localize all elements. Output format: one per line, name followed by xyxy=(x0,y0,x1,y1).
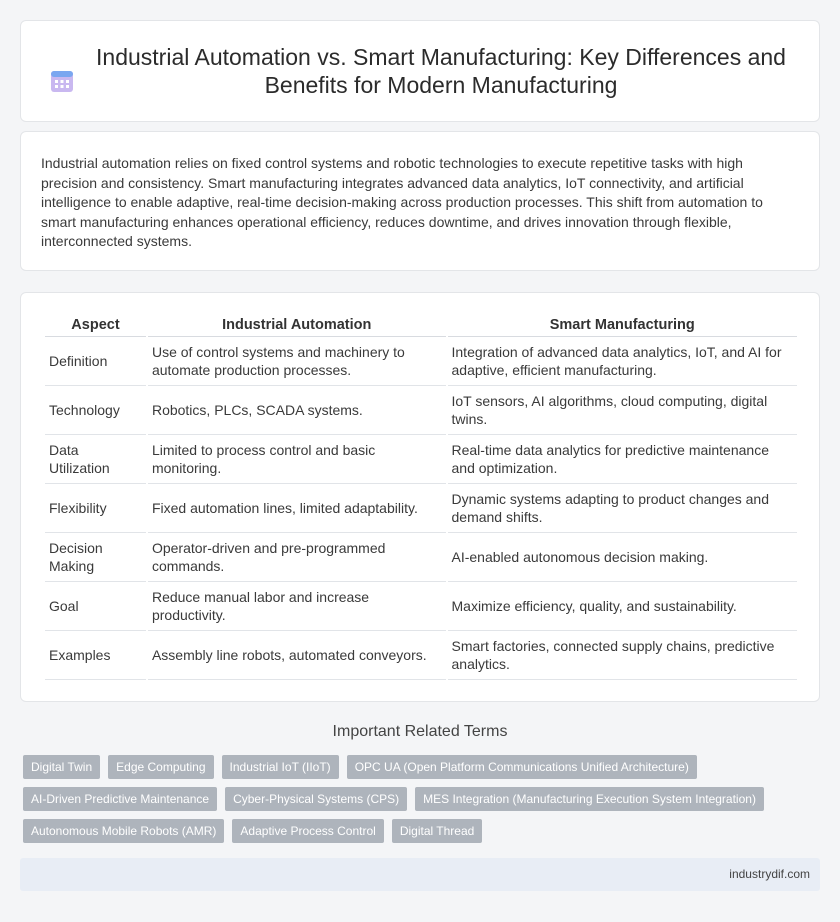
related-terms-title: Important Related Terms xyxy=(332,723,508,740)
industrial-automation-cell: Fixed automation lines, limited adaptability. xyxy=(148,484,446,533)
header-smart-manufacturing: Smart Manufacturing xyxy=(448,313,798,337)
footer-site-link[interactable]: industrydif.com xyxy=(729,867,810,881)
aspect-cell: Flexibility xyxy=(45,484,146,533)
tag-autonomous-mobile-robots[interactable]: Autonomous Mobile Robots (AMR) xyxy=(23,819,224,843)
tag-adaptive-process-control[interactable]: Adaptive Process Control xyxy=(232,819,383,843)
table-row xyxy=(45,386,797,435)
smart-manufacturing-cell: IoT sensors, AI algorithms, cloud computing, digital twins. xyxy=(448,386,798,435)
tag-ai-predictive-maintenance[interactable]: AI-Driven Predictive Maintenance xyxy=(23,787,217,811)
smart-manufacturing-cell: Dynamic systems adapting to product changes and demand shifts. xyxy=(448,484,798,533)
industrial-automation-cell: Robotics, PLCs, SCADA systems. xyxy=(148,386,446,435)
industrial-automation-cell: Assembly line robots, automated conveyors. xyxy=(148,631,446,680)
aspect-cell: Technology xyxy=(45,386,146,435)
smart-manufacturing-cell: Real-time data analytics for predictive maintenance and optimization. xyxy=(448,435,798,484)
smart-manufacturing-cell: AI-enabled autonomous decision making. xyxy=(448,533,798,582)
page-title: Industrial Automation vs. Smart Manufacturing: Key Differences and Benefits for Modern Manufacturing xyxy=(96,44,786,98)
comparison-card xyxy=(20,292,820,702)
tag-cyber-physical-systems[interactable]: Cyber-Physical Systems (CPS) xyxy=(225,787,407,811)
smart-manufacturing-cell: Smart factories, connected supply chains, predictive analytics. xyxy=(448,631,798,680)
table-row xyxy=(45,337,797,386)
table-row xyxy=(45,484,797,533)
aspect-cell: Decision Making xyxy=(45,533,146,582)
aspect-cell: Data Utilization xyxy=(45,435,146,484)
aspect-cell: Examples xyxy=(45,631,146,680)
industrial-automation-cell: Limited to process control and basic monitoring. xyxy=(148,435,446,484)
table-row xyxy=(45,435,797,484)
aspect-cell: Definition xyxy=(45,337,146,386)
tag-mes-integration[interactable]: MES Integration (Manufacturing Execution System Integration) xyxy=(415,787,764,811)
title-card xyxy=(20,20,820,122)
building-icon xyxy=(49,68,75,94)
header-industrial-automation: Industrial Automation xyxy=(148,313,446,337)
tag-digital-thread[interactable]: Digital Thread xyxy=(392,819,482,843)
aspect-cell: Goal xyxy=(45,582,146,631)
tag-opc-ua[interactable]: OPC UA (Open Platform Communications Unified Architecture) xyxy=(347,755,697,779)
comparison-table xyxy=(43,313,799,680)
industrial-automation-cell: Reduce manual labor and increase productivity. xyxy=(148,582,446,631)
smart-manufacturing-cell: Maximize efficiency, quality, and sustainability. xyxy=(448,582,798,631)
smart-manufacturing-cell: Integration of advanced data analytics, IoT, and AI for adaptive, efficient manufacturing. xyxy=(448,337,798,386)
header-aspect: Aspect xyxy=(45,313,146,337)
industrial-automation-cell: Use of control systems and machinery to automate production processes. xyxy=(148,337,446,386)
footer xyxy=(20,858,820,891)
table-row xyxy=(45,631,797,680)
table-row xyxy=(45,582,797,631)
intro-text: Industrial automation relies on fixed control systems and robotic technologies to execute repetitive tasks with high precision and consistency. Smart manufacturing integrates advanced data analytics, IoT connectivity, and artificial intelligence to enable adaptive, real-time decision-making across production processes. This shift from automation to smart manufacturing enhances operational efficiency, reduces downtime, and drives innovation through flexible, interconnected systems. xyxy=(41,155,763,249)
table-header-row xyxy=(45,313,797,337)
tag-edge-computing[interactable]: Edge Computing xyxy=(108,755,213,779)
tag-industrial-iot[interactable]: Industrial IoT (IIoT) xyxy=(222,755,339,779)
table-row xyxy=(45,533,797,582)
tag-digital-twin[interactable]: Digital Twin xyxy=(23,755,100,779)
industrial-automation-cell: Operator-driven and pre-programmed commands. xyxy=(148,533,446,582)
related-terms-tags xyxy=(23,755,803,843)
intro-card xyxy=(20,131,820,271)
